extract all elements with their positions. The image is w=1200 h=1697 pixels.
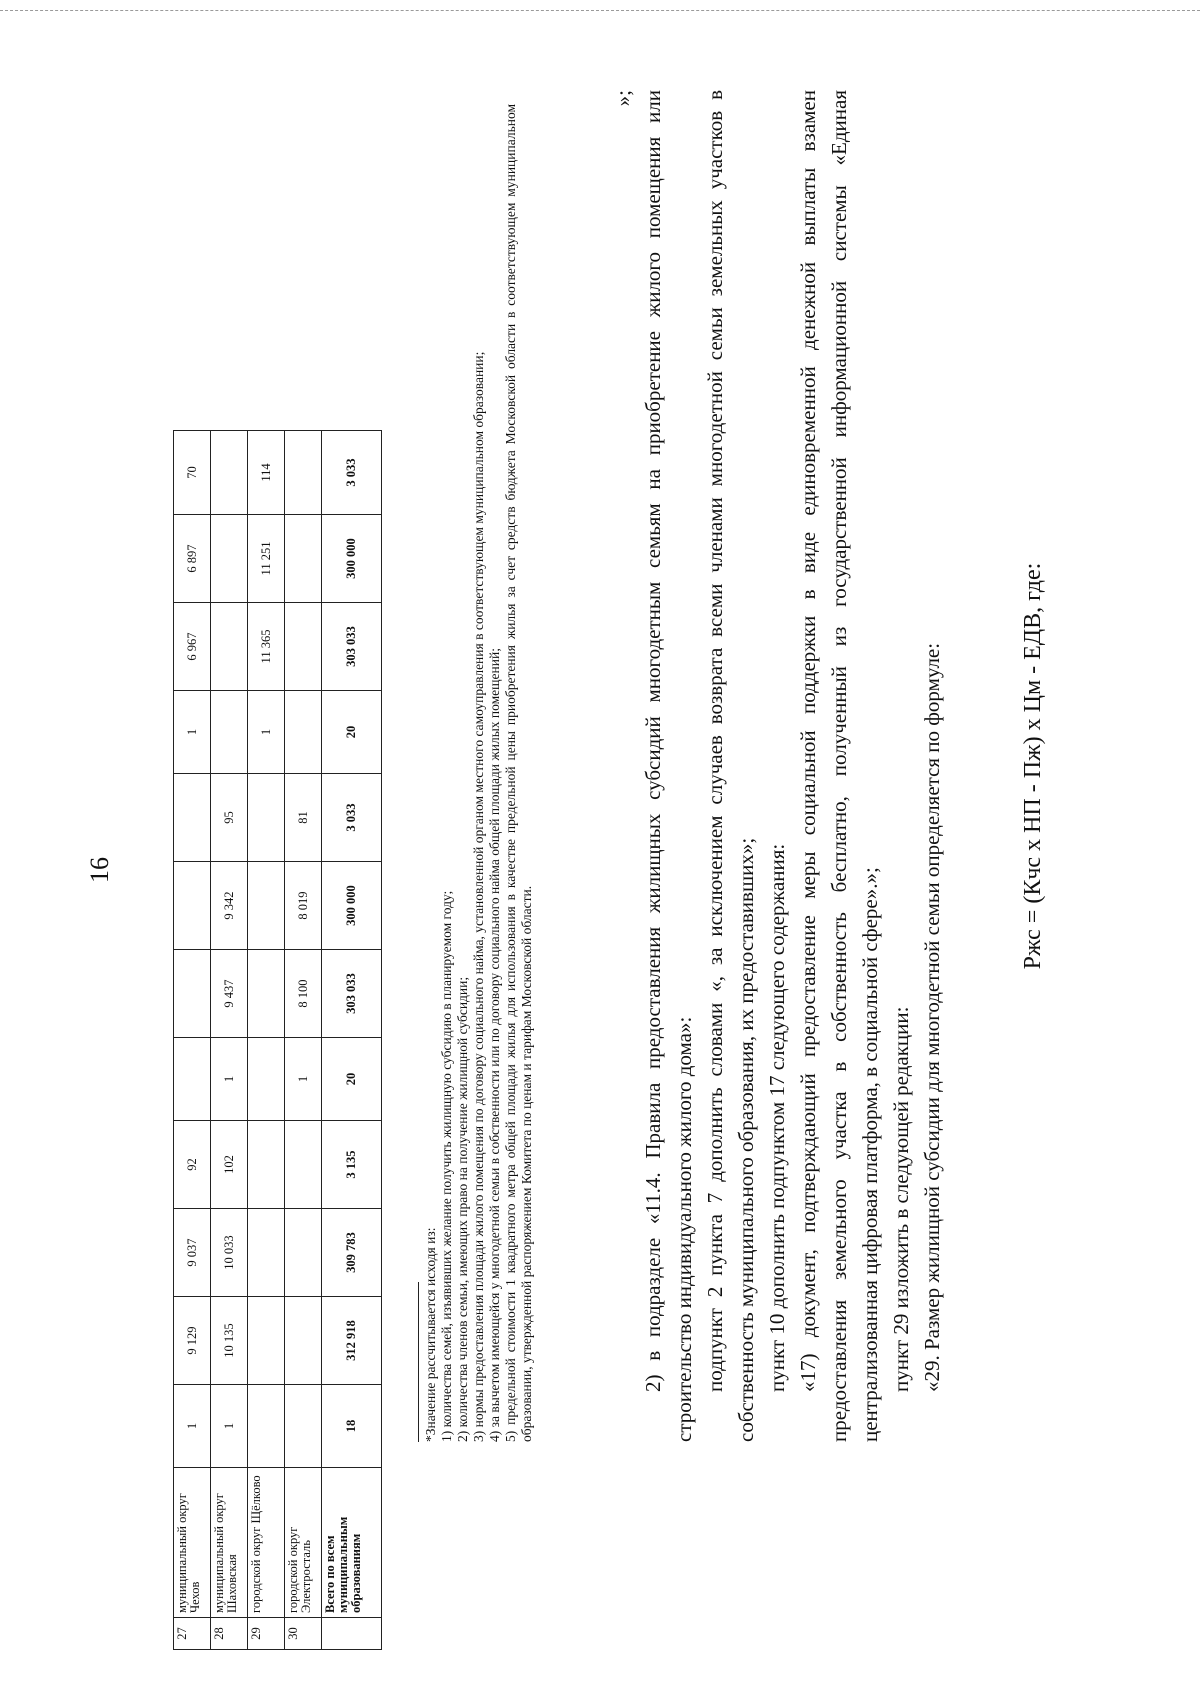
value-cell: 102 — [211, 1121, 248, 1209]
value-cell: 6 967 — [174, 603, 211, 691]
value-cell — [174, 774, 211, 862]
table-row — [285, 431, 322, 1650]
municipality-name: муниципальный округ Шаховская — [211, 1468, 248, 1618]
value-cell: 11 251 — [248, 515, 285, 603]
value-cell — [211, 515, 248, 603]
total-value-cell: 18 — [322, 1385, 382, 1468]
value-cell — [285, 1385, 322, 1468]
footnotes — [423, 104, 535, 1442]
footnote-line: 4) за вычетом имеющейся у многодетной семьи в собственности или по договору социального найма общей площади жилых помещений; — [487, 648, 502, 1442]
row-number: 28 — [211, 1618, 248, 1650]
table-row — [174, 431, 211, 1650]
value-cell: 9 437 — [211, 950, 248, 1038]
value-cell: 8 100 — [285, 950, 322, 1038]
table-body — [174, 431, 382, 1650]
total-value-cell: 300 000 — [322, 862, 382, 950]
footnote-line: 3) нормы предоставления площади жилого помещения по договору социального найма, установленной органом местного самоуправления в соответствующем муниципальном образовании; — [471, 351, 486, 1442]
value-cell — [248, 862, 285, 950]
value-cell: 9 342 — [211, 862, 248, 950]
row-number — [322, 1618, 382, 1650]
total-value-cell: 303 033 — [322, 603, 382, 691]
value-cell — [211, 603, 248, 691]
subsidy-table — [173, 430, 382, 1650]
value-cell — [285, 515, 322, 603]
total-value-cell: 303 033 — [322, 950, 382, 1038]
total-value-cell: 3 135 — [322, 1121, 382, 1209]
value-cell — [174, 1038, 211, 1121]
value-cell — [248, 774, 285, 862]
footnote-line: 5) предельной стоимости 1 квадратного метра общей площади жилья для использования в качестве предельной цены приобретения жилья за счет средств бюджета Московской области в соответствующем муниципальном образовании, утвержденной распоряжением Комитета по ценам и тарифам Московской области. — [503, 104, 534, 1442]
value-cell — [285, 1297, 322, 1385]
table-row — [248, 431, 285, 1650]
value-cell: 9 037 — [174, 1209, 211, 1297]
value-cell: 70 — [174, 431, 211, 515]
value-cell — [248, 1297, 285, 1385]
paragraph: пункт 10 дополнить подпунктом 17 следующего содержания: — [765, 843, 789, 1392]
total-value-cell: 3 033 — [322, 774, 382, 862]
value-cell: 1 — [248, 691, 285, 774]
value-cell: 81 — [285, 774, 322, 862]
row-number: 30 — [285, 1618, 322, 1650]
footnote-line: 2) количества членов семьи, имеющих право на получение жилищной субсидии; — [455, 976, 470, 1442]
value-cell: 9 129 — [174, 1297, 211, 1385]
value-cell: 95 — [211, 774, 248, 862]
paragraph: пункт 29 изложить в следующей редакции: — [889, 1006, 913, 1392]
value-cell — [285, 691, 322, 774]
rotated-page — [10, 60, 1160, 1670]
footnote-line: 1) количества семей, изъявивших желание получить жилищную субсидию в планируемом году; — [439, 890, 454, 1442]
quote-close: »; — [611, 90, 635, 107]
total-value-cell: 309 783 — [322, 1209, 382, 1297]
total-value-cell: 20 — [322, 1038, 382, 1121]
value-cell: 1 — [211, 1385, 248, 1468]
footnote-line: *Значение рассчитывается исходя из: — [423, 1227, 438, 1442]
scan-edge-line — [0, 10, 1200, 11]
value-cell: 1 — [174, 1385, 211, 1468]
value-cell — [248, 1209, 285, 1297]
municipality-name: городской округ Электросталь — [285, 1468, 322, 1618]
value-cell — [174, 862, 211, 950]
value-cell — [248, 950, 285, 1038]
value-cell: 92 — [174, 1121, 211, 1209]
value-cell: 1 — [174, 691, 211, 774]
row-number: 29 — [248, 1618, 285, 1650]
table-row — [211, 431, 248, 1650]
value-cell — [211, 691, 248, 774]
value-cell — [248, 1038, 285, 1121]
value-cell: 6 897 — [174, 515, 211, 603]
paragraph: «17) документ, подтверждающий предоставление меры социальной поддержки в виде единовременной денежной выплаты взамен предоставления земельного участка в собственность бесплатно, полученный из государственной информационной системы «Единая централизованная цифровая платформа, в социальной сфере».»; — [796, 90, 882, 1442]
value-cell — [285, 1209, 322, 1297]
value-cell — [285, 431, 322, 515]
paragraph: 2) в подразделе «11.4. Правила предоставления жилищных субсидий многодетным семьям на приобретение жилого помещения или строительство индивидуального жилого дома»: — [641, 90, 696, 1442]
paragraph: «29. Размер жилищной субсидии для многодетной семьи определяется по формуле: — [920, 642, 944, 1392]
total-label: Всего по всем муниципальным образованиям — [322, 1468, 382, 1618]
value-cell: 8 019 — [285, 862, 322, 950]
total-value-cell: 3 033 — [322, 431, 382, 515]
value-cell — [248, 1385, 285, 1468]
value-cell — [248, 1121, 285, 1209]
value-cell: 1 — [211, 1038, 248, 1121]
value-cell — [174, 950, 211, 1038]
value-cell — [285, 603, 322, 691]
value-cell: 10 033 — [211, 1209, 248, 1297]
footnote-separator — [418, 1282, 419, 1442]
value-cell: 11 365 — [248, 603, 285, 691]
total-value-cell: 300 000 — [322, 515, 382, 603]
table-total-row — [322, 431, 382, 1650]
value-cell: 10 135 — [211, 1297, 248, 1385]
document-body — [611, 90, 948, 1442]
total-value-cell: 312 918 — [322, 1297, 382, 1385]
formula: Ржс = (Кчс х НП - Пж) х Цм - ЕДВ, где: — [1020, 562, 1046, 970]
paragraph: подпункт 2 пункта 7 дополнить словами «, за исключением случаев возврата всеми членами многодетной семьи земельных участков в собственность муниципального образования, их предоставивших»; — [703, 90, 758, 1442]
value-cell: 1 — [285, 1038, 322, 1121]
value-cell: 114 — [248, 431, 285, 515]
municipality-name: муниципальный округ Чехов — [174, 1468, 211, 1618]
row-number: 27 — [174, 1618, 211, 1650]
page-number: 16 — [85, 857, 114, 883]
total-value-cell: 20 — [322, 691, 382, 774]
value-cell — [285, 1121, 322, 1209]
value-cell — [211, 431, 248, 515]
municipality-name: городской округ Щёлково — [248, 1468, 285, 1618]
